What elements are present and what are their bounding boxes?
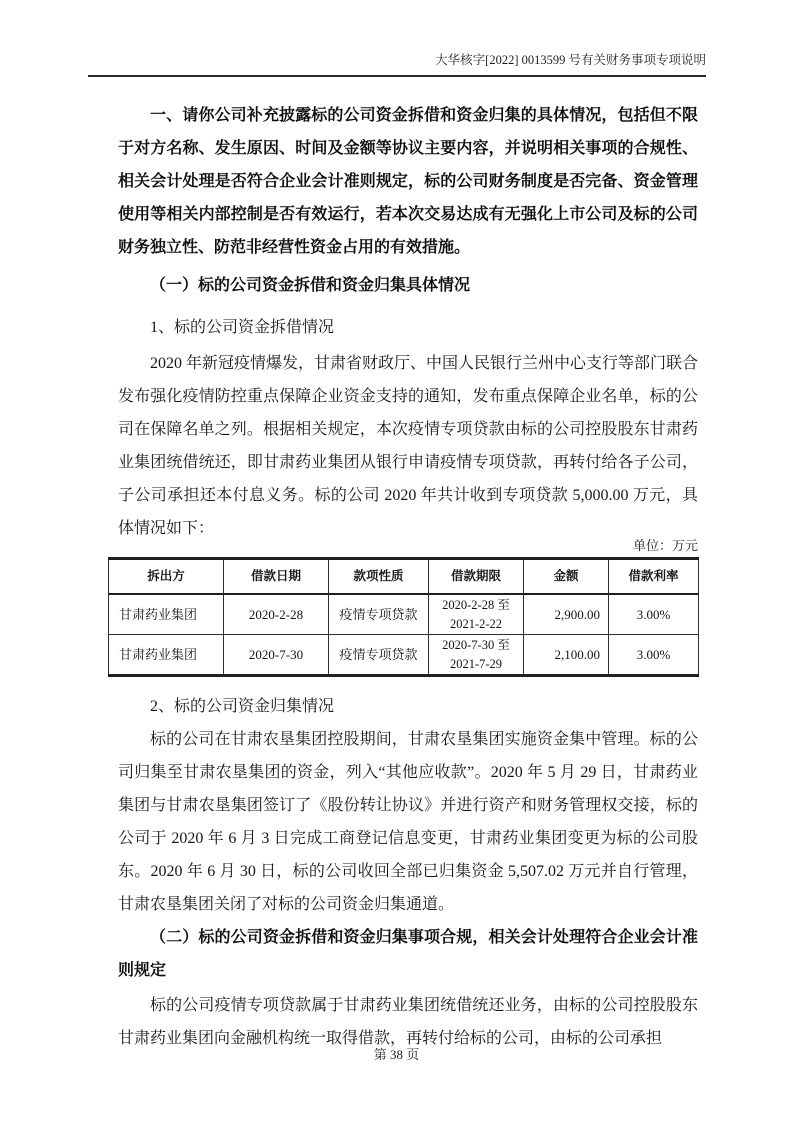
- cell-lender: 甘肃药业集团: [109, 635, 224, 676]
- subheading-fund-collection: 2、标的公司资金归集情况: [150, 698, 335, 715]
- page-header: [88, 0, 706, 77]
- paragraph-fund-collection: 标的公司在甘肃农垦集团控股期间，甘肃农垦集团实施资金集中管理。标的公司归集至甘肃农垦集团的资金，列入“其他应收款”。2020 年 5 月 29 日，甘肃药业集团与甘肃农垦集团签订了《股份转让协议》并进行资产和财务管理权交接，标的公司于 2020 年 6 月 3 日完成工商登记信息变更，甘肃药业集团变更为标的公司股东。2020 年 6 月 30 日，标的公司收回全部已归集资金 5,507.02 万元并自行管理，甘肃农垦集团关闭了对标的公司资金归集通道。: [118, 731, 698, 913]
- loan-table-header-row: [109, 559, 699, 595]
- cell-lender: 甘肃药业集团: [109, 594, 224, 635]
- column-header-lender: 拆出方: [109, 559, 224, 595]
- cell-nature: 疫情专项贷款: [329, 635, 429, 676]
- cell-date: 2020-7-30: [224, 635, 329, 676]
- paragraph-loan-background: 2020 年新冠疫情爆发，甘肃省财政厅、中国人民银行兰州中心支行等部门联合发布强化疫情防控重点保障企业资金支持的通知，发布重点保障企业名单，标的公司在保障名单之列。根据相关规定，本次疫情专项贷款由标的公司控股股东甘肃药业集团统借统还，即甘肃药业集团从银行申请疫情专项贷款，再转付给各子公司，子公司承担还本付息义务。标的公司 2020 年共计收到专项贷款 5,000.00 万元，具体情况如下：: [118, 355, 699, 537]
- cell-date: 2020-2-28: [224, 594, 329, 635]
- cell-rate: 3.00%: [609, 594, 699, 635]
- cell-amount: 2,100.00: [524, 635, 609, 676]
- period-end: 2021-2-22: [449, 616, 503, 631]
- cell-rate: 3.00%: [609, 635, 699, 676]
- document-body: [118, 99, 698, 1055]
- heading-section-2: （二）标的公司资金拆借和资金归集事项合规，相关会计处理符合企业会计准则规定: [118, 929, 698, 979]
- cell-nature: 疫情专项贷款: [329, 594, 429, 635]
- table-row: [109, 635, 699, 676]
- table-unit-label: 单位：万元: [632, 538, 698, 553]
- column-header-amount: 金额: [524, 559, 609, 595]
- column-header-nature: 款项性质: [329, 559, 429, 595]
- cell-period: [429, 594, 524, 635]
- column-header-date: 借款日期: [224, 559, 329, 595]
- page-footer: [0, 1044, 793, 1063]
- column-header-rate: 借款利率: [609, 559, 699, 595]
- paragraph-inquiry-question: 一、请你公司补充披露标的公司资金拆借和资金归集的具体情况，包括但不限于对方名称、发生原因、时间及金额等协议主要内容，并说明相关事项的合规性、相关会计处理是否符合企业会计准则规定，标的公司财务制度是否完备、资金管理使用等相关内部控制是否有效运行，若本次交易达成有无强化上市公司及标的公司财务独立性、防范非经营性资金占用的有效措施。: [118, 107, 698, 256]
- table-row: [109, 594, 699, 635]
- document-reference-title: 大华核字[2022] 0013599 号有关财务事项专项说明: [435, 53, 706, 67]
- period-end: 2021-7-29: [449, 656, 503, 671]
- heading-section-1: （一）标的公司资金拆借和资金归集具体情况: [150, 277, 471, 294]
- period-start: 2020-2-28 至: [442, 597, 510, 612]
- paragraph-compliance: 标的公司疫情专项贷款属于甘肃药业集团统借统还业务，由标的公司控股股东甘肃药业集团向金融机构统一取得借款，再转付给标的公司，由标的公司承担: [118, 997, 698, 1047]
- column-header-period: 借款期限: [429, 559, 524, 595]
- period-start: 2020-7-30 至: [442, 637, 510, 652]
- cell-amount: 2,900.00: [524, 594, 609, 635]
- loan-details-table: [108, 557, 699, 677]
- page-number: 第 38 页: [373, 1047, 420, 1062]
- subheading-loan-situation: 1、标的公司资金拆借情况: [150, 319, 335, 336]
- cell-period: [429, 635, 524, 676]
